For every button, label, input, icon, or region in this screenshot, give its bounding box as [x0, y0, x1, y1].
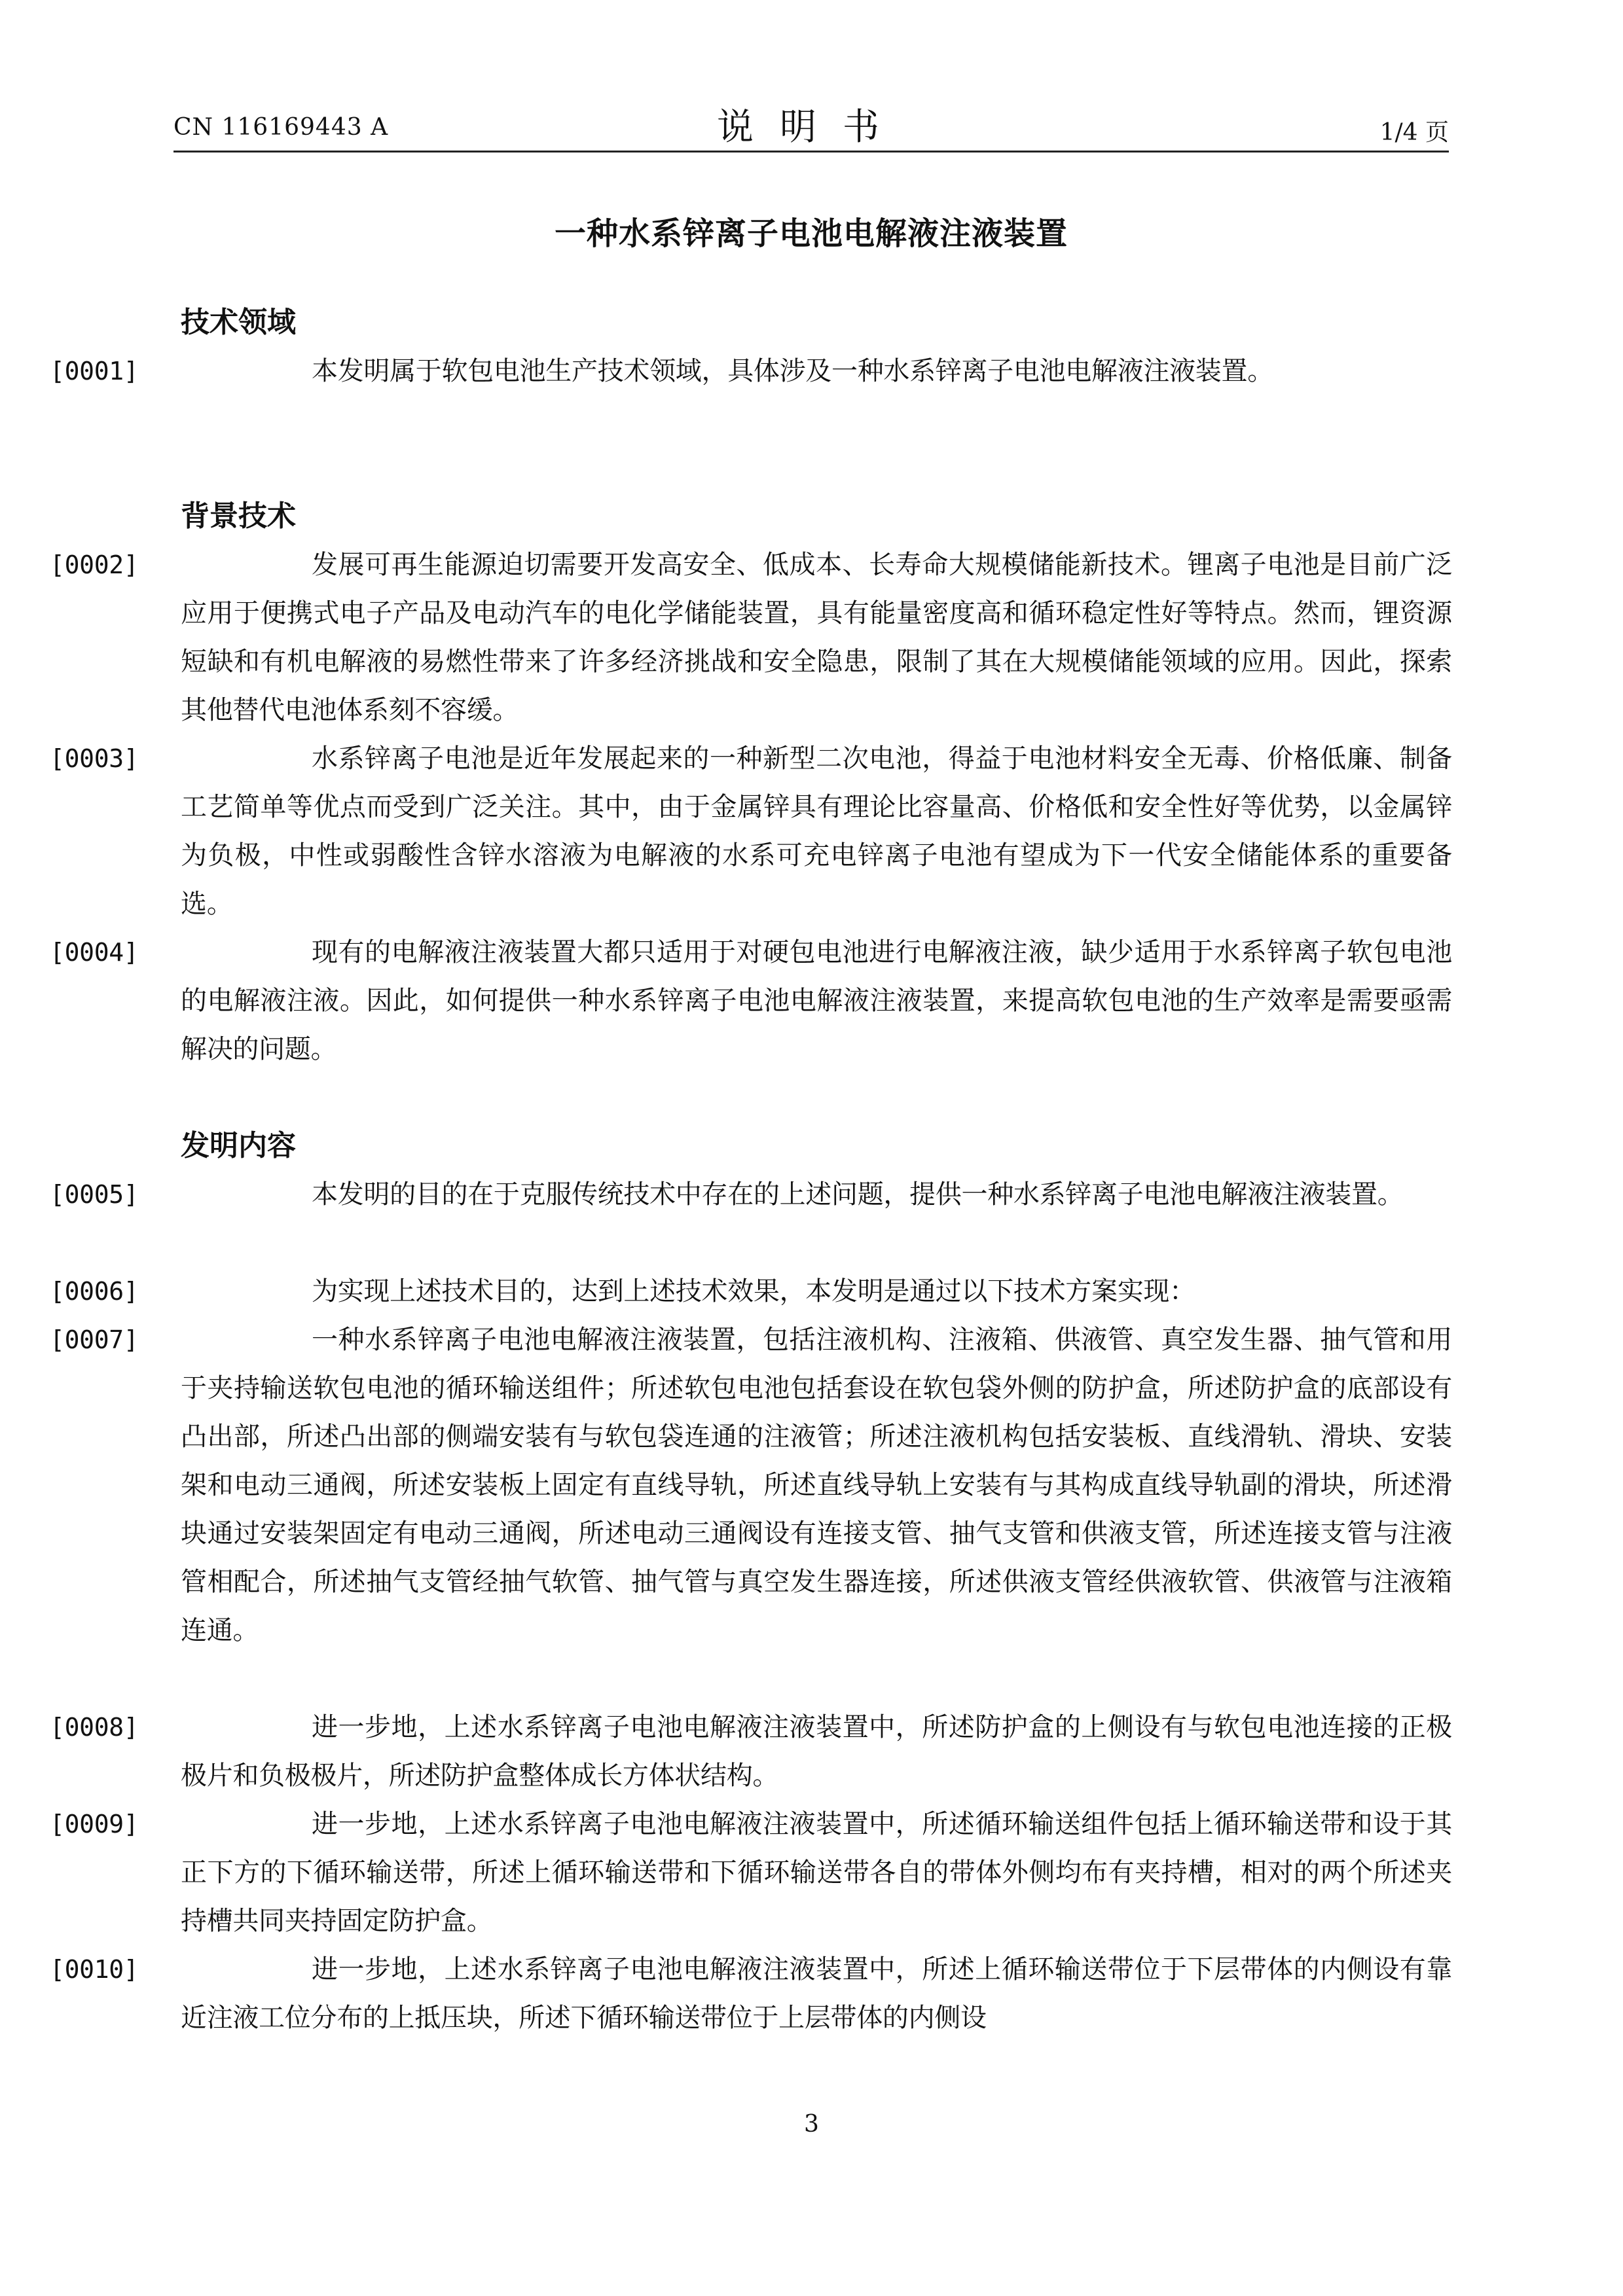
page-count: 1/4 页 [1379, 119, 1449, 146]
paragraph-text: 水系锌离子电池是近年发展起来的一种新型二次电池，得益于电池材料安全无毒、价格低廉、制备工艺简单等优点而受到广泛关注。其中，由于金属锌具有理论比容量高、价格低和安全性好等优势，以金属锌为负极，中性或弱酸性含锌水溶液为电解液的水系可充电锌离子电池有望成为下一代安全储能体系的重要备选。 [181, 744, 1452, 919]
paragraph-0008 [50, 1703, 1452, 1800]
paragraph-text: 现有的电解液注液装置大都只适用于对硬包电池进行电解液注液，缺少适用于水系锌离子软包电池的电解液注液。因此，如何提供一种水系锌离子电池电解液注液装置，来提高软包电池的生产效率是需要亟需解决的问题。 [181, 937, 1452, 1064]
paragraph-0003 [50, 734, 1452, 928]
paragraph-0005 [50, 1170, 1452, 1267]
paragraph-0007 [50, 1316, 1452, 1703]
paragraph-text: 本发明属于软包电池生产技术领域，具体涉及一种水系锌离子电池电解液注液装置。 [312, 356, 1273, 386]
paragraph-id: [0003] [50, 744, 139, 773]
paragraph-id: [0009] [50, 1810, 139, 1839]
paragraph-0006 [50, 1267, 1452, 1316]
section-heading-background: 背景技术 [181, 499, 296, 533]
header-rule [173, 151, 1449, 152]
paragraph-text: 进一步地，上述水系锌离子电池电解液注液装置中，所述防护盒的上侧设有与软包电池连接的正极极片和负极极片，所述防护盒整体成长方体状结构。 [181, 1712, 1452, 1791]
paragraph-id: [0001] [50, 357, 139, 386]
paragraph-id: [0002] [50, 550, 139, 579]
paragraph-id: [0010] [50, 1955, 139, 1984]
document-type: 说明书 [717, 106, 905, 149]
publication-number: CN 116169443 A [173, 114, 389, 141]
paragraph-text: 本发明的目的在于克服传统技术中存在的上述问题，提供一种水系锌离子电池电解液注液装置。 [312, 1179, 1404, 1210]
page-number: 3 [804, 2111, 819, 2138]
paragraph-id: [0007] [50, 1325, 139, 1354]
paragraph-id: [0006] [50, 1277, 139, 1306]
section-heading-tech-field: 技术领域 [181, 306, 296, 339]
paragraph-0009 [50, 1800, 1452, 1945]
paragraph-id: [0004] [50, 938, 139, 967]
page-header [173, 98, 1449, 151]
paragraph-text: 一种水系锌离子电池电解液注液装置，包括注液机构、注液箱、供液管、真空发生器、抽气管和用于夹持输送软包电池的循环输送组件；所述软包电池包括套设在软包袋外侧的防护盒，所述防护盒的底部设有凸出部，所述凸出部的侧端安装有与软包袋连通的注液管；所述注液机构包括安装板、直线滑轨、滑块、安装架和电动三通阀，所述安装板上固定有直线导轨，所述直线导轨上安装有与其构成直线导轨副的滑块，所述滑块通过安装架固定有电动三通阀，所述电动三通阀设有连接支管、抽气支管和供液支管，所述连接支管与注液管相配合，所述抽气支管经抽气软管、抽气管与真空发生器连接，所述供液支管经供液软管、供液管与注液箱连通。 [181, 1325, 1452, 1645]
paragraph-0001 [50, 347, 1452, 444]
paragraph-text: 进一步地，上述水系锌离子电池电解液注液装置中，所述循环输送组件包括上循环输送带和设于其正下方的下循环输送带，所述上循环输送带和下循环输送带各自的带体外侧均布有夹持槽，相对的两个所述夹持槽共同夹持固定防护盒。 [181, 1809, 1452, 1936]
paragraph-id: [0005] [50, 1180, 139, 1209]
paragraph-text: 为实现上述技术目的，达到上述技术效果，本发明是通过以下技术方案实现： [312, 1276, 1195, 1306]
paragraph-id: [0008] [50, 1713, 139, 1742]
paragraph-0010 [50, 1945, 1452, 2042]
document-body [50, 298, 1452, 2042]
paragraph-0004 [50, 928, 1452, 1073]
paragraph-text: 进一步地，上述水系锌离子电池电解液注液装置中，所述上循环输送带位于下层带体的内侧设有靠近注液工位分布的上抵压块，所述下循环输送带位于上层带体的内侧设 [181, 1954, 1452, 2033]
paragraph-text: 发展可再生能源迫切需要开发高安全、低成本、长寿命大规模储能新技术。锂离子电池是目前广泛应用于便携式电子产品及电动汽车的电化学储能装置，具有能量密度高和循环稳定性好等特点。然而，锂资源短缺和有机电解液的易燃性带来了许多经济挑战和安全隐患，限制了其在大规模储能领域的应用。因此，探索其他替代电池体系刻不容缓。 [181, 550, 1452, 725]
paragraph-0002 [50, 541, 1452, 734]
section-heading-summary: 发明内容 [181, 1129, 296, 1162]
document-title: 一种水系锌离子电池电解液注液装置 [554, 215, 1068, 252]
